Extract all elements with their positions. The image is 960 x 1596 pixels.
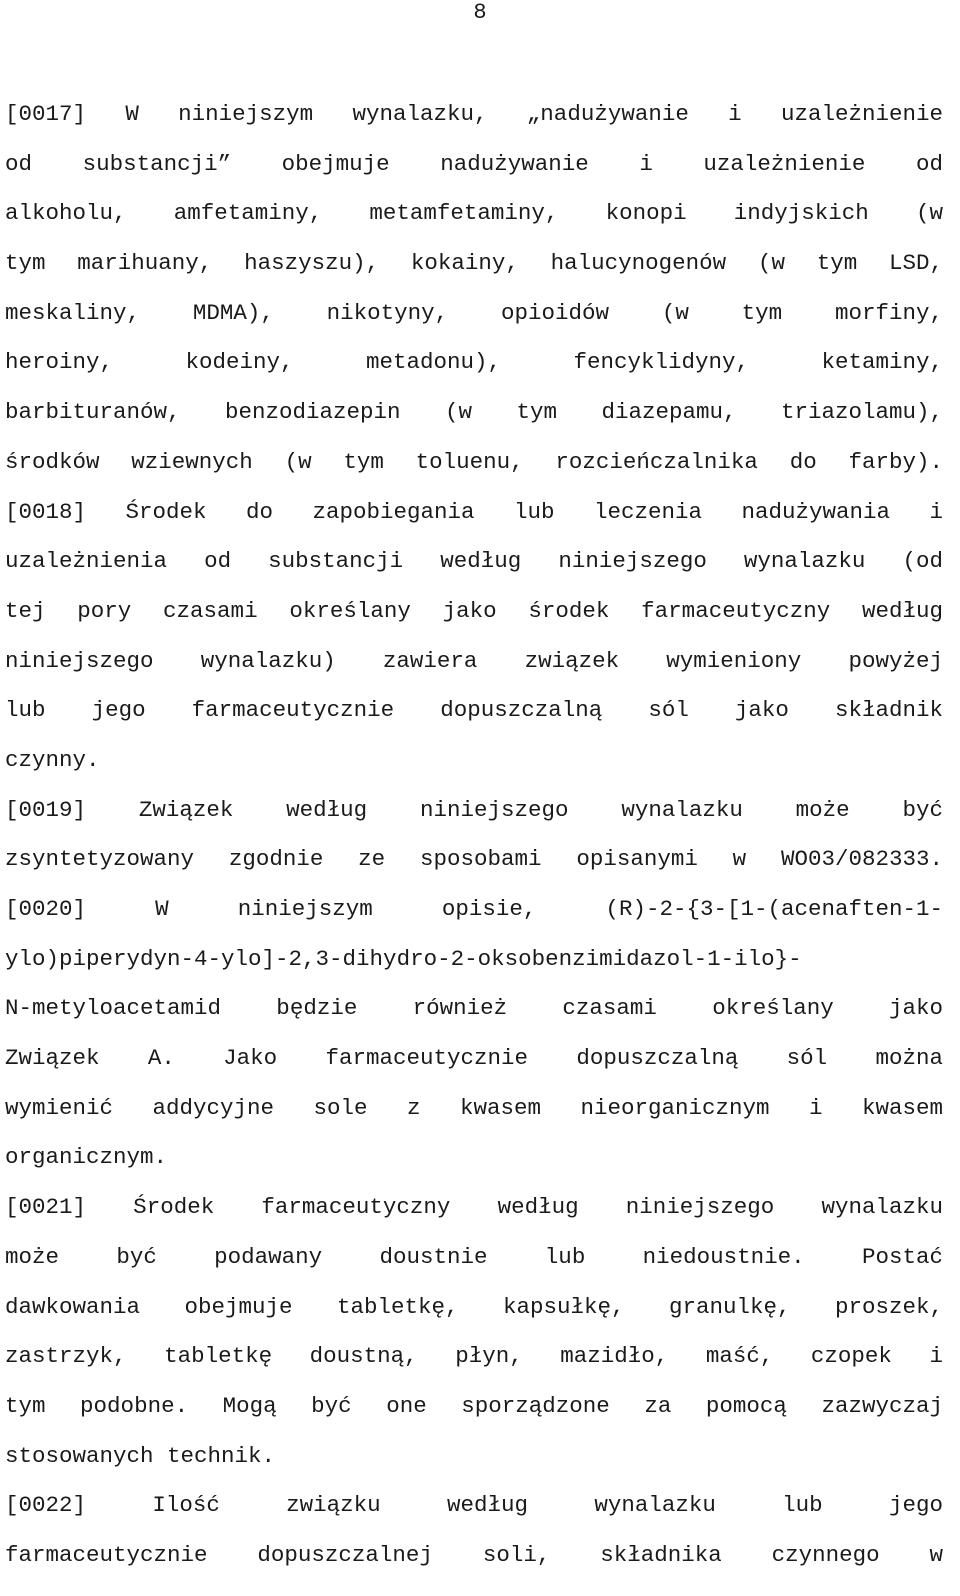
text-line: zastrzyk, tabletkę doustną, płyn, mazidło, maść, czopek i — [5, 1343, 943, 1370]
text-line: środków wziewnych (w tym toluenu, rozcieńczalnika do farby). — [5, 448, 943, 475]
text-line: niniejszego wynalazku) zawiera związek wymieniony powyżej — [5, 647, 943, 674]
page-number: 8 — [473, 0, 487, 25]
text-line: N-metyloacetamid będzie również czasami określany jako — [5, 995, 943, 1022]
text-line: [0019] Związek według niniejszego wynalazku może być — [5, 796, 943, 823]
text-line: zsyntetyzowany zgodnie ze sposobami opisanymi w WO03/082333. — [5, 846, 943, 873]
text-line: tym marihuany, haszyszu), kokainy, halucynogenów (w tym LSD, — [5, 250, 943, 277]
text-line: organicznym. — [5, 1144, 168, 1171]
text-line: [0017] W niniejszym wynalazku, „nadużywanie i uzależnienie — [5, 101, 943, 127]
text-line: [0021] Środek farmaceutyczny według niniejszego wynalazku — [5, 1194, 943, 1221]
text-line: [0018] Środek do zapobiegania lub leczenia nadużywania i — [5, 498, 943, 525]
text-line: stosowanych technik. — [5, 1442, 276, 1469]
text-line: barbituranów, benzodiazepin (w tym diazepamu, triazolamu), — [5, 399, 943, 426]
text-line: [0020] W niniejszym opisie, (R)-2-{3-[1-(acenaften-1- — [5, 896, 943, 922]
text-line: od substancji” obejmuje nadużywanie i uzależnienie od — [5, 150, 943, 177]
text-line: alkoholu, amfetaminy, metamfetaminy, konopi indyjskich (w — [5, 200, 943, 227]
text-line: tym podobne. Mogą być one sporządzone za pomocą zazwyczaj — [5, 1392, 943, 1419]
text-line: farmaceutycznie dopuszczalnej soli, składnika czynnego w — [5, 1541, 943, 1568]
text-line: meskaliny, MDMA), nikotyny, opioidów (w tym morfiny, — [5, 299, 943, 326]
text-line: ylo)piperydyn-4-ylo]-2,3-dihydro-2-oksobenzimidazol-1-ilo}- — [5, 945, 802, 972]
text-line: może być podawany doustnie lub niedoustnie. Postać — [5, 1243, 943, 1270]
text-line: heroiny, kodeiny, metadonu), fencyklidyny, ketaminy, — [5, 349, 943, 376]
text-line: dawkowania obejmuje tabletkę, kapsułkę, granulkę, proszek, — [5, 1293, 943, 1320]
text-line: [0022] Ilość związku według wynalazku lub jego — [5, 1492, 943, 1519]
text-line: Związek A. Jako farmaceutycznie dopuszczalną sól można — [5, 1045, 943, 1072]
text-line: uzależnienia od substancji według niniejszego wynalazku (od — [5, 548, 943, 575]
text-line: tej pory czasami określany jako środek farmaceutyczny według — [5, 597, 943, 624]
text-line: lub jego farmaceutycznie dopuszczalną sól jako składnik — [5, 697, 943, 724]
document-body — [5, 90, 943, 1581]
text-line: wymienić addycyjne sole z kwasem nieorganicznym i kwasem — [5, 1094, 943, 1121]
text-line: czynny. — [5, 746, 100, 773]
